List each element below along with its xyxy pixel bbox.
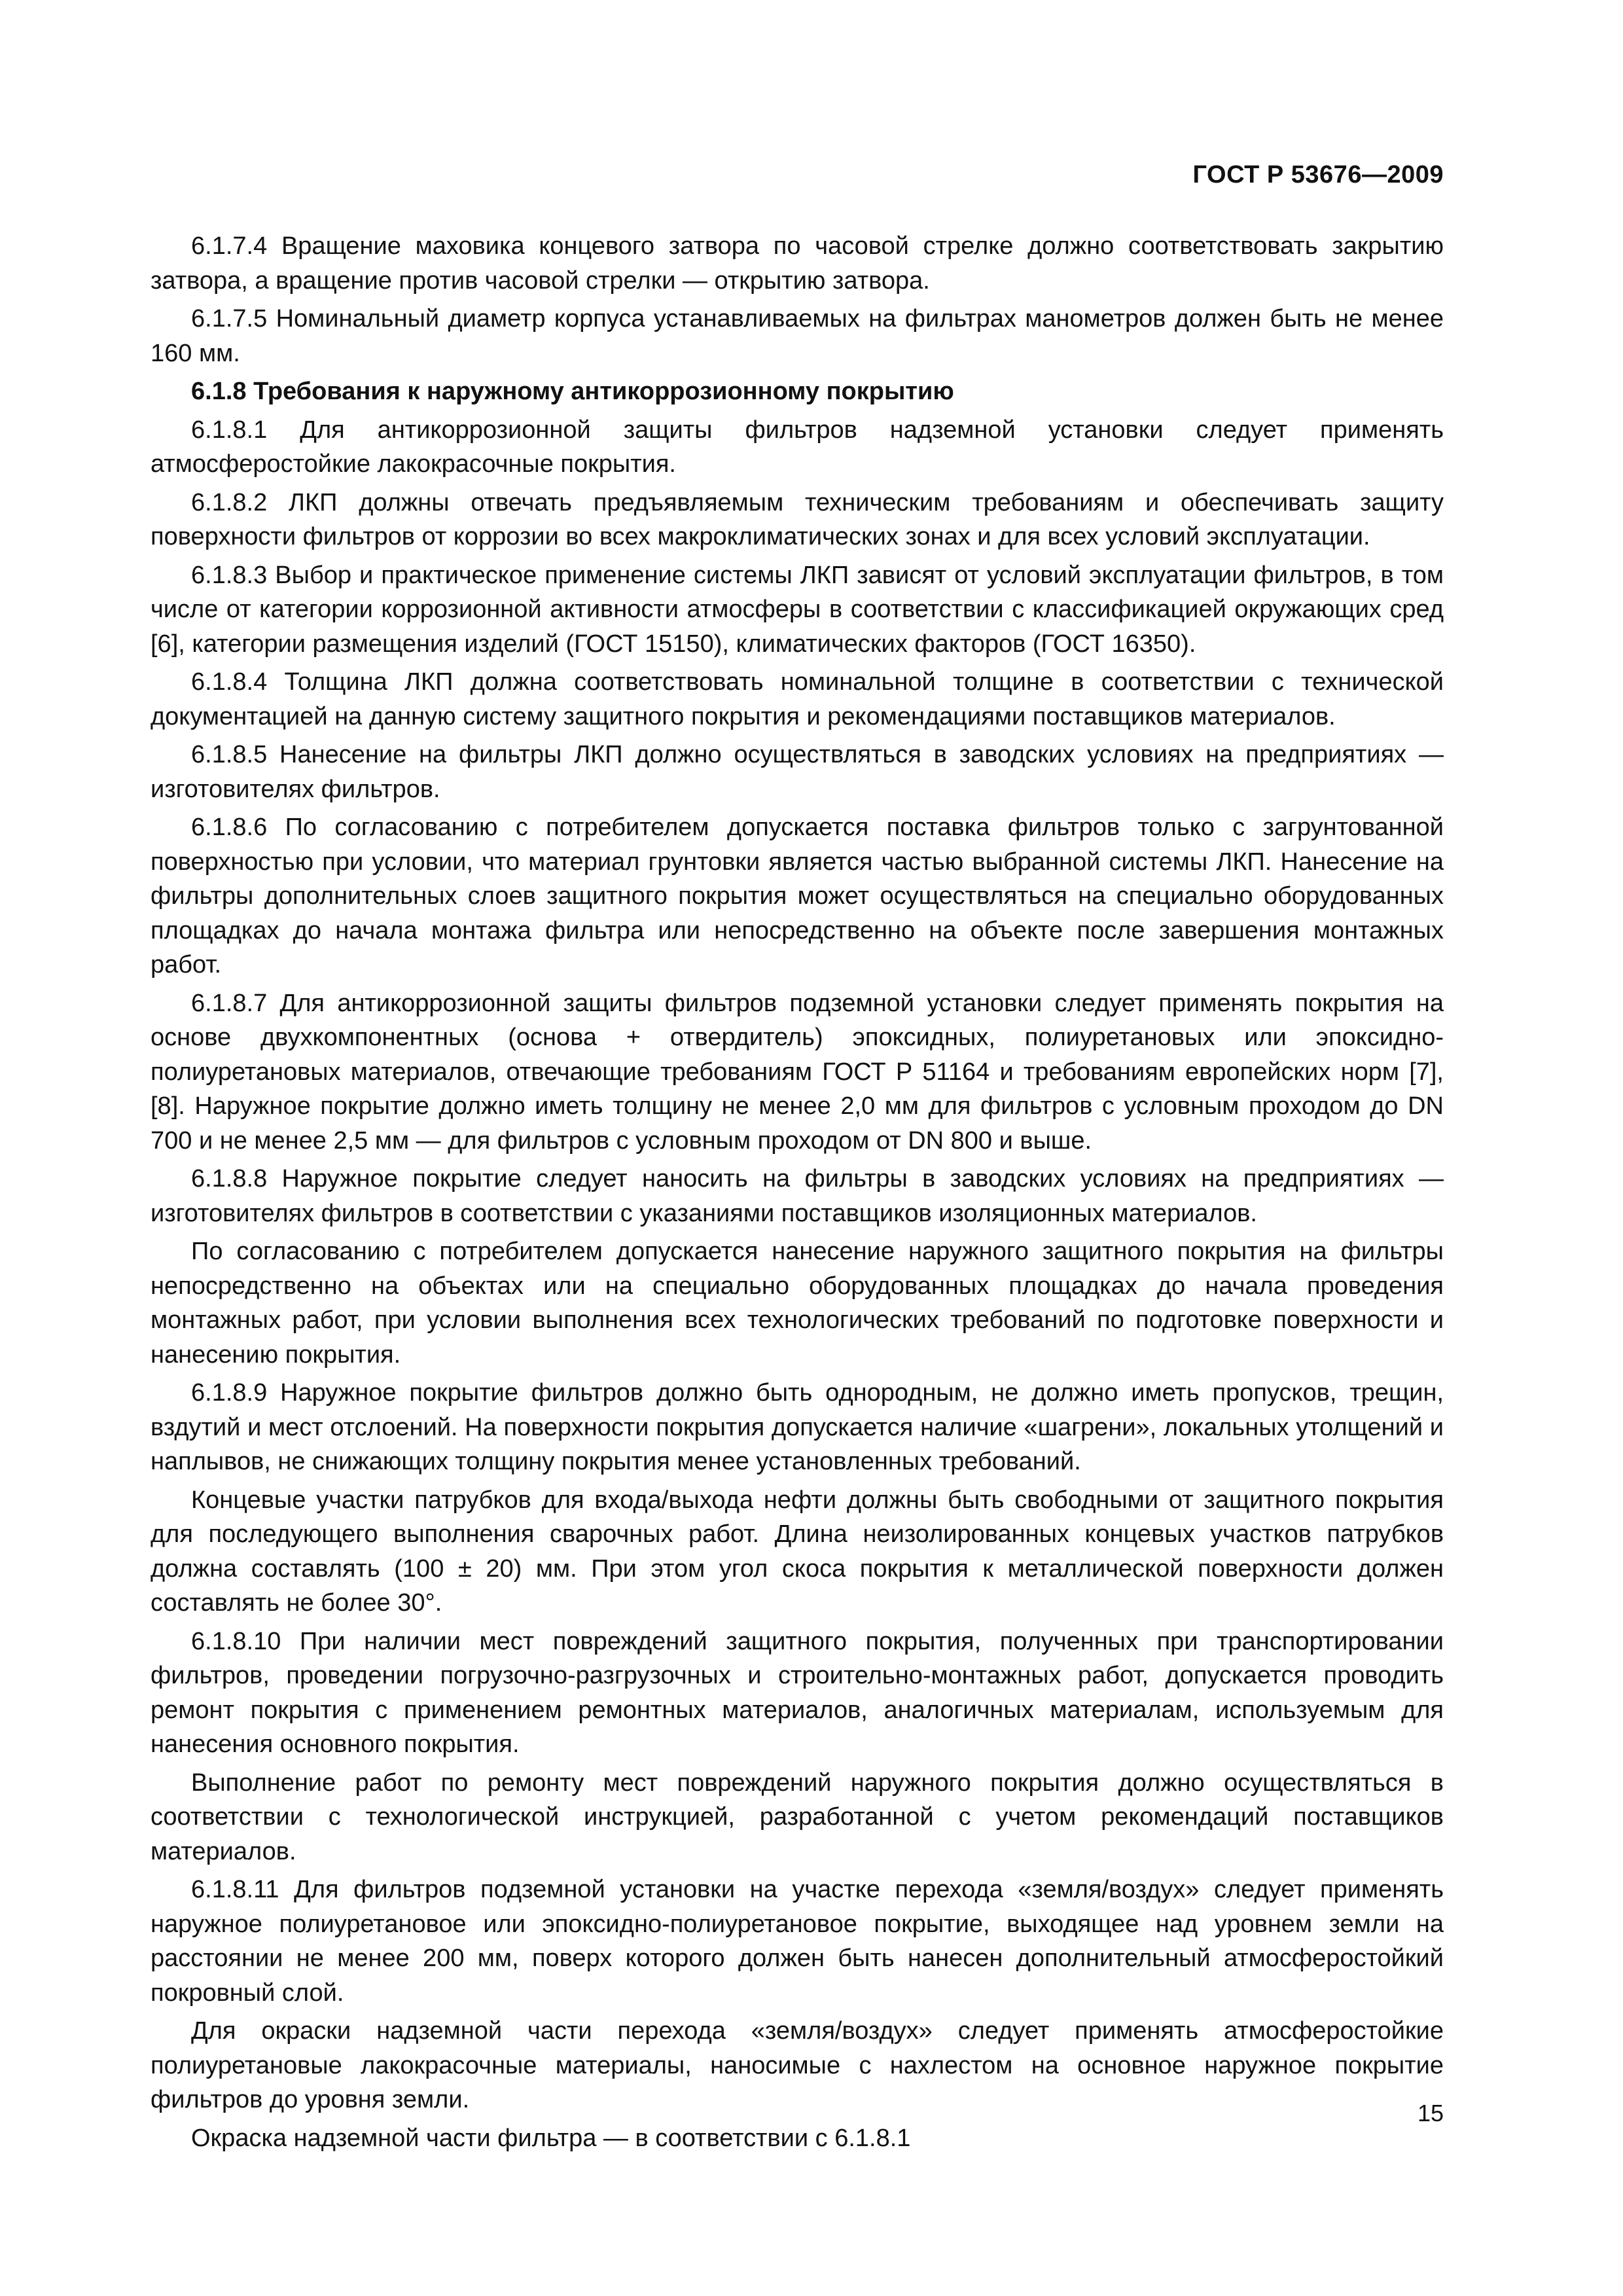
section-heading-6-1-8: 6.1.8 Требования к наружному антикоррозионному покрытию — [191, 378, 954, 405]
page-number: 15 — [1417, 2100, 1444, 2126]
clause-6-1-8-5: 6.1.8.5 Нанесение на фильтры ЛКП должно осуществляться в заводских условиях на предприятиях — изготовителях фильтров. — [151, 741, 1444, 803]
clause-6-1-8-8: 6.1.8.8 Наружное покрытие следует наносить на фильтры в заводских условиях на предприятиях — изготовителях фильтров в соответствии с указаниями поставщиков изоляционных материалов. — [151, 1165, 1444, 1227]
document-body — [151, 229, 1444, 2159]
clause-6-1-8-2: 6.1.8.2 ЛКП должны отвечать предъявляемым техническим требованиям и обеспечивать защиту поверхности фильтров от коррозии во всех макроклиматических зонах и для всех условий эксплуатации. — [151, 488, 1444, 550]
clause-6-1-8-1: 6.1.8.1 Для антикоррозионной защиты фильтров надземной установки следует применять атмосферостойкие лакокрасочные покрытия. — [151, 416, 1444, 478]
document-id-header: ГОСТ Р 53676—2009 — [1192, 161, 1444, 188]
clause-6-1-8-10: 6.1.8.10 При наличии мест повреждений защитного покрытия, полученных при транспортировании фильтров, проведении погрузочно-разгрузочных и строительно-монтажных работ, допускается проводить ремонт покрытия с применением ремонтных материалов, аналогичных материалам, используемым для нанесения основного покрытия. — [151, 1627, 1444, 1758]
paragraph-filter-painting: Окраска надземной части фильтра — в соответствии с 6.1.8.1 — [191, 2124, 911, 2152]
paragraph-above-ground-painting: Для окраски надземной части перехода «земля/воздух» следует применять атмосферостойкие полиуретановые лакокрасочные материалы, наносимые с нахлестом на основное наружное покрытие фильтров до уровня земли. — [151, 2017, 1444, 2113]
paragraph-agreement: По согласованию с потребителем допускается нанесение наружного защитного покрытия на фильтры непосредственно на объектах или на специально оборудованных площадках до начала проведения монтажных работ, при условии выполнения всех технологических требований по подготовке поверхности и нанесению покрытия. — [151, 1238, 1444, 1369]
paragraph-repair-work: Выполнение работ по ремонту мест повреждений наружного покрытия должно осуществляться в соответствии с технологической инструкцией, разработанной с учетом рекомендаций поставщиков материалов. — [151, 1768, 1444, 1865]
clause-6-1-8-3: 6.1.8.3 Выбор и практическое применение системы ЛКП зависят от условий эксплуатации фильтров, в том числе от категории коррозионной активности атмосферы в соответствии с классификацией окружающих сред [6], категории размещения изделий (ГОСТ 15150), климатических факторов (ГОСТ 16350). — [151, 561, 1444, 658]
clause-6-1-8-11: 6.1.8.11 Для фильтров подземной установки на участке перехода «земля/воздух» следует применять наружное полиуретановое или эпоксидно-полиуретановое покрытие, выходящее над уровнем земли на расстоянии не менее 200 мм, поверх которого должен быть нанесен дополнительный атмосферостойкий покровный слой. — [151, 1876, 1444, 2007]
clause-6-1-7-5: 6.1.7.5 Номинальный диаметр корпуса устанавливаемых на фильтрах манометров должен быть не менее 160 мм. — [151, 305, 1444, 367]
clause-6-1-8-4: 6.1.8.4 Толщина ЛКП должна соответствовать номинальной толщине в соответствии с технической документацией на данную систему защитного покрытия и рекомендациями поставщиков материалов. — [151, 668, 1444, 730]
clause-6-1-8-9: 6.1.8.9 Наружное покрытие фильтров должно быть однородным, не должно иметь пропусков, трещин, вздутий и мест отслоений. На поверхности покрытия допускается наличие «шагрени», локальных утолщений и наплывов, не снижающих толщину покрытия менее установленных требований. — [151, 1379, 1444, 1475]
clause-6-1-7-4: 6.1.7.4 Вращение маховика концевого затвора по часовой стрелке должно соответствовать закрытию затвора, а вращение против часовой стрелки — открытию затвора. — [151, 232, 1444, 295]
paragraph-end-sections: Концевые участки патрубков для входа/выхода нефти должны быть свободными от защитного покрытия для последующего выполнения сварочных работ. Длина неизолированных концевых участков патрубков должна составлять (100 ± 20) мм. При этом угол скоса покрытия к металлической поверхности должен составлять не более 30°. — [151, 1486, 1444, 1617]
clause-6-1-8-7: 6.1.8.7 Для антикоррозионной защиты фильтров подземной установки следует применять покрытия на основе двухкомпонентных (основа + отвердитель) эпоксидных, полиуретановых или эпоксидно-полиуретановых материалов, отвечающие требованиям ГОСТ Р 51164 и требованиям европейских норм [7], [8]. Наружное покрытие должно иметь толщину не менее 2,0 мм для фильтров с условным проходом до DN 700 и не менее 2,5 мм — для фильтров с условным проходом от DN 800 и выше. — [151, 989, 1444, 1155]
clause-6-1-8-6: 6.1.8.6 По согласованию с потребителем допускается поставка фильтров только с загрунтованной поверхностью при условии, что материал грунтовки является частью выбранной системы ЛКП. Нанесение на фильтры дополнительных слоев защитного покрытия может осуществляться на специально оборудованных площадках до начала монтажа фильтра или непосредственно на объекте после завершения монтажных работ. — [151, 814, 1444, 978]
